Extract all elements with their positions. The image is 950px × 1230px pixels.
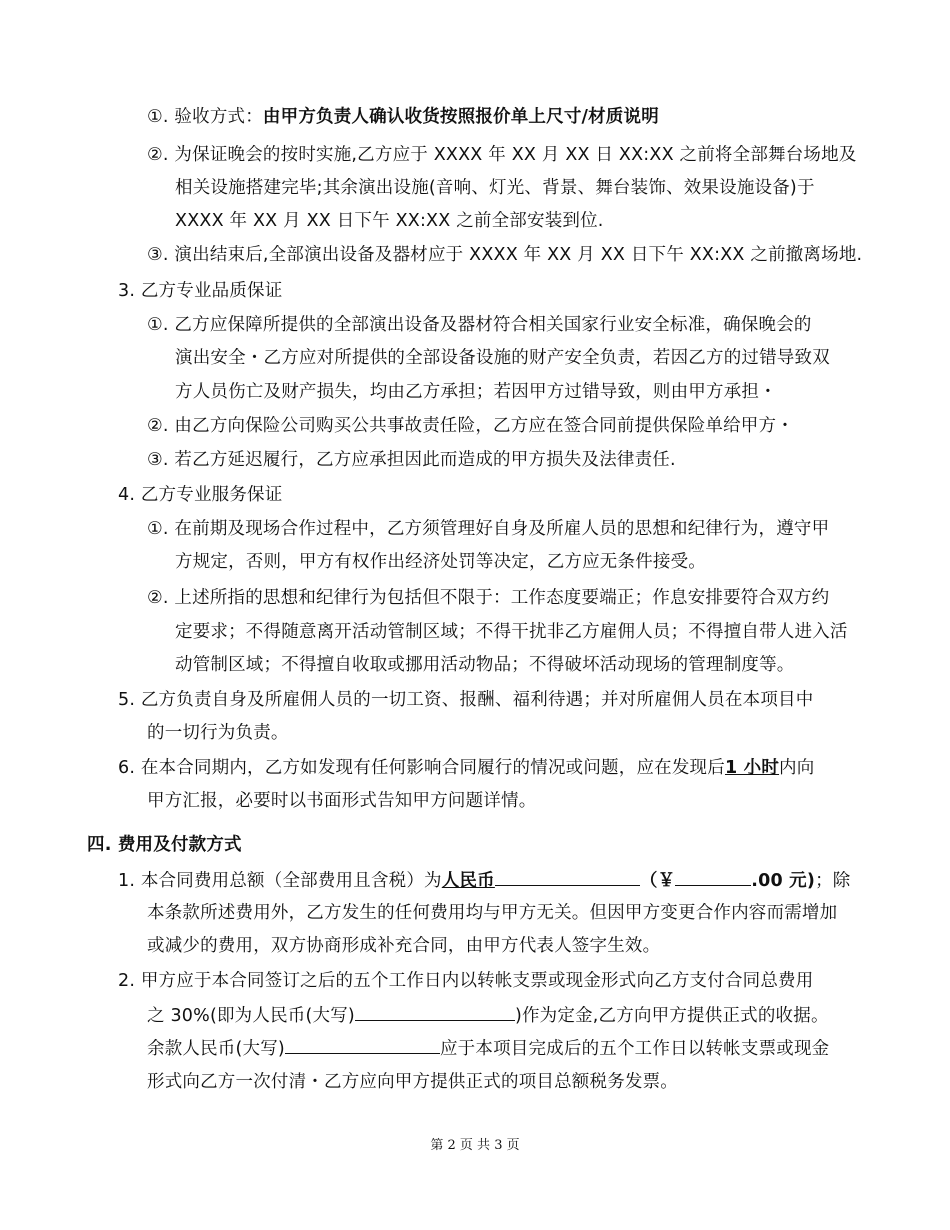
fee-total-tail: ；除 (815, 871, 851, 891)
clause-6 (118, 756, 814, 780)
para-line: 方规定，否则，甲方有权作出经济处罚等决定，乙方应无条件接受。 (175, 552, 706, 572)
section-heading-4: 4. 乙方专业服务保证 (118, 485, 283, 505)
yuan-open: （￥ (639, 871, 676, 891)
balance-line (147, 1036, 829, 1061)
currency-rmb: 人民币 (441, 871, 495, 891)
amount-blank (495, 868, 640, 886)
balance-tail: 应于本项目完成后的五个工作日以转帐支票或现金 (439, 1039, 830, 1059)
deposit-label: 之 30%(即为人民币(大写) (147, 1006, 355, 1026)
para-line: 5. 乙方负责自身及所雇佣人员的一切工资、报酬、福利待遇；并对所雇佣人员在本项目中 (118, 690, 814, 710)
deposit-line (147, 1003, 829, 1028)
page-number: 第 2 页 共 3 页 (430, 1138, 520, 1153)
deposit-blank (355, 1003, 515, 1021)
balance-label: 余款人民币(大写) (147, 1039, 285, 1059)
clause-6-text: 6. 在本合同期内，乙方如发现有任何影响合同履行的情况或问题，应在发现后 (118, 758, 725, 778)
chapter-heading: 四. 费用及付款方式 (87, 835, 242, 855)
para-line: ②. 上述所指的思想和纪律行为包括但不限于：工作态度要端正；作息安排要符合双方约 (147, 588, 830, 608)
para-line: 演出安全・乙方应对所提供的全部设备设施的财产安全负责，若因乙方的过错导致双 (175, 348, 830, 368)
acceptance-label: ①. 验收方式： (147, 107, 263, 127)
para-line: 甲方汇报，必要时以书面形式告知甲方问题详情。 (147, 791, 537, 811)
acceptance-value: 由甲方负责人确认收货按照报价单上尺寸/材质说明 (262, 107, 659, 127)
para-line: ①. 乙方应保障所提供的全部演出设备及器材符合相关国家行业安全标准，确保晚会的 (147, 315, 812, 335)
para-line: 方人员伤亡及财产损失，均由乙方承担；若因甲方过错导致，则由甲方承担・ (175, 382, 777, 402)
para-line: ①. 在前期及现场合作过程中，乙方须管理好自身及所雇人员的思想和纪律行为，遵守甲 (147, 519, 830, 539)
deadline-emphasis: 1 小时 (724, 758, 780, 778)
clause-6-tail: 内向 (779, 758, 815, 778)
para-line: 形式向乙方一次付清・乙方应向甲方提供正式的项目总额税务发票。 (147, 1072, 678, 1092)
yuan-close: .00 元) (751, 871, 816, 891)
para-line: 定要求；不得随意离开活动管制区域；不得干扰非乙方雇佣人员；不得擅自带人进入活 (175, 622, 848, 642)
para-line: 的一切行为负责。 (147, 723, 289, 743)
para-line: 本条款所述费用外，乙方发生的任何费用均与甲方无关。但因甲方变更合作内容而需增加 (147, 903, 838, 923)
acceptance-method (147, 105, 659, 129)
para-line: ②. 为保证晚会的按时实施,乙方应于 XXXX 年 XX 月 XX 日 XX:XX 之前将全部舞台场地及 (147, 145, 857, 165)
para-line: ③. 若乙方延迟履行，乙方应承担因此而造成的甲方损失及法律责任. (147, 450, 676, 470)
para-line: 或减少的费用，双方协商形成补充合同，由甲方代表人签字生效。 (147, 936, 661, 956)
para-line: 动管制区域；不得擅自收取或挪用活动物品；不得破坏活动现场的管理制度等。 (175, 655, 795, 675)
para-line: ③. 演出结束后,全部演出设备及器材应于 XXXX 年 XX 月 XX 日下午 XX:XX 之前撤离场地. (147, 245, 863, 265)
fee-total-line (118, 868, 850, 893)
para-line: 相关设施搭建完毕;其余演出设施(音响、灯光、背景、舞台装饰、效果设施设备)于 (175, 178, 815, 198)
fee-total-label: 1. 本合同费用总额（全部费用且含税）为 (118, 871, 442, 891)
amount-figure-blank (675, 868, 751, 886)
balance-blank (285, 1036, 440, 1054)
para-line: XXXX 年 XX 月 XX 日下午 XX:XX 之前全部安装到位. (175, 211, 604, 231)
para-line: ②. 由乙方向保险公司购买公共事故责任险，乙方应在签合同前提供保险单给甲方・ (147, 416, 794, 436)
para-line: 2. 甲方应于本合同签订之后的五个工作日内以转帐支票或现金形式向乙方支付合同总费用 (118, 971, 814, 991)
section-heading-3: 3. 乙方专业品质保证 (118, 281, 283, 301)
deposit-tail: )作为定金,乙方向甲方提供正式的收据。 (514, 1006, 829, 1026)
